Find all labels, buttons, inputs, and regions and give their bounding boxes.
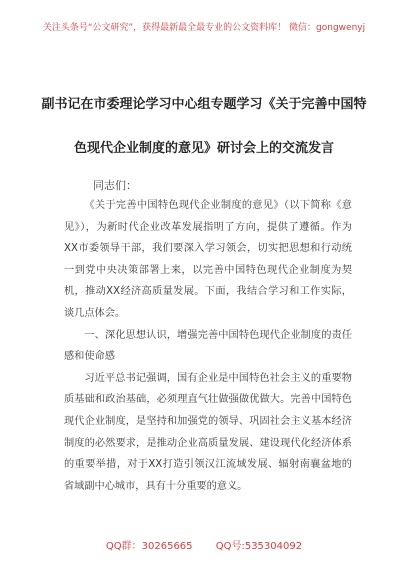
- qq-number: QQ号:535304092: [215, 541, 303, 552]
- section-heading: 一、深化思想认识，增强完善中国特色现代企业制度的责任感和使命感: [64, 329, 352, 363]
- contact-footer: [0, 537, 408, 552]
- document-title-line-2: 色现代企业制度的意见》研讨会上的交流发言: [73, 141, 334, 156]
- promo-header: 关注头条号“公文研究”，获得最新最全最专业的公文资料库！ 微信：gongwenyj: [42, 23, 366, 33]
- body-paragraph: 《关于完善中国特色现代企业制度的意见》（以下简称《意见》），为新时代企业改革发展指明了方向，提供了遵循。作为XX市委领导干部，我们要深入学习领会，切实把思想和行动统一到党中央决策部署上来，以完善中国特色现代企业制度为契机，推动XX经济高质量发展。下面，我结合学习和工作实际，谈几点体会。: [64, 200, 352, 319]
- body-paragraph: 习近平总书记强调，国有企业是中国特色社会主义的重要物质基础和政治基础，必须理直气壮做强做优做大。完善中国特色现代企业制度，是坚持和加强党的领导、巩固社会主义基本经济制度的必然要求，是推动企业高质量发展、建设现代化经济体系的重要举措，对于XX打造引领汉江流域发展、辐射南襄盆地的省域副中心城市，具有十分重要的意义。: [64, 372, 352, 492]
- document-title-line-1: 副书记在市委理论学习中心组专题学习《关于完善中国特: [41, 97, 367, 112]
- salutation: 同志们：: [93, 179, 137, 192]
- qq-group: QQ群：30265665: [105, 541, 193, 552]
- document-body: [64, 195, 352, 497]
